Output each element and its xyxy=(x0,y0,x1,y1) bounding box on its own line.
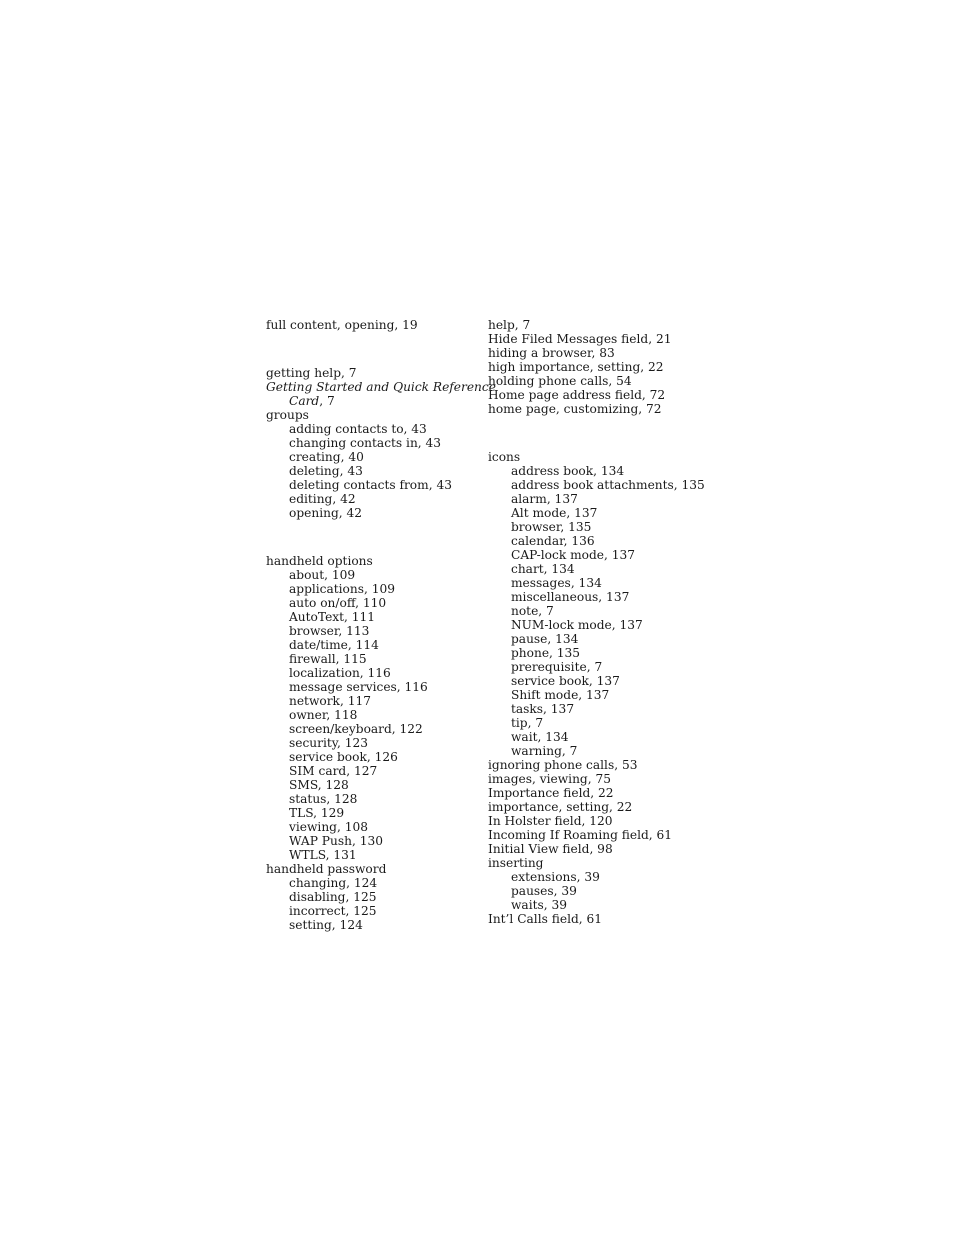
index-subentry: deleting contacts from, 43 xyxy=(289,478,452,492)
index-entry: Home page address field, 72 xyxy=(488,388,666,402)
index-subentry: phone, 135 xyxy=(511,646,581,660)
index-subentry: screen/keyboard, 122 xyxy=(289,722,423,736)
index-entry: ignoring phone calls, 53 xyxy=(488,758,638,772)
index-subentry: service book, 126 xyxy=(289,750,398,764)
index-subentry: address book attachments, 135 xyxy=(511,478,705,492)
index-subentry: owner, 118 xyxy=(289,708,358,722)
index-subentry: Alt mode, 137 xyxy=(511,506,598,520)
index-subentry: applications, 109 xyxy=(289,582,396,596)
index-subentry: creating, 40 xyxy=(289,450,364,464)
index-subentry: NUM-lock mode, 137 xyxy=(511,618,643,632)
index-subentry: TLS, 129 xyxy=(289,806,345,820)
index-entry: full content, opening, 19 xyxy=(266,318,418,332)
index-entry: images, viewing, 75 xyxy=(488,772,611,786)
index-entry-page-ref: , 7 xyxy=(319,394,335,408)
index-subentry: SMS, 128 xyxy=(289,778,349,792)
index-subentry: firewall, 115 xyxy=(289,652,367,666)
index-entry: handheld options xyxy=(266,554,373,568)
index-entry: importance, setting, 22 xyxy=(488,800,633,814)
index-subentry: messages, 134 xyxy=(511,576,602,590)
index-entry-continuation xyxy=(266,394,481,408)
index-subentry: pause, 134 xyxy=(511,632,579,646)
index-subentry: wait, 134 xyxy=(511,730,569,744)
index-subentry: incorrect, 125 xyxy=(289,904,377,918)
index-entry: handheld password xyxy=(266,862,387,876)
index-entry: home page, customizing, 72 xyxy=(488,402,662,416)
index-subentry: auto on/off, 110 xyxy=(289,596,387,610)
index-subentry: deleting, 43 xyxy=(289,464,363,478)
index-subentry: alarm, 137 xyxy=(511,492,578,506)
index-subentry: security, 123 xyxy=(289,736,369,750)
index-subentry: disabling, 125 xyxy=(289,890,377,904)
index-section-gap xyxy=(266,520,481,554)
index-entry: Initial View field, 98 xyxy=(488,842,613,856)
index-subentry: opening, 42 xyxy=(289,506,363,520)
index-subentry: address book, 134 xyxy=(511,464,625,478)
index-section-gap xyxy=(488,416,703,450)
index-subentry: about, 109 xyxy=(289,568,356,582)
index-subentry: Shift mode, 137 xyxy=(511,688,610,702)
index-entry: help, 7 xyxy=(488,318,531,332)
index-subentry: browser, 113 xyxy=(289,624,370,638)
index-subentry: status, 128 xyxy=(289,792,358,806)
index-subentry: date/time, 114 xyxy=(289,638,379,652)
index-subentry: message services, 116 xyxy=(289,680,428,694)
index-subentry: extensions, 39 xyxy=(511,870,600,884)
index-subentry: chart, 134 xyxy=(511,562,575,576)
index-subentry: WTLS, 131 xyxy=(289,848,357,862)
index-entry: Incoming If Roaming field, 61 xyxy=(488,828,673,842)
index-entry: inserting xyxy=(488,856,544,870)
index-subentry: calendar, 136 xyxy=(511,534,595,548)
index-entry: hiding a browser, 83 xyxy=(488,346,615,360)
index-subentry: editing, 42 xyxy=(289,492,356,506)
index-subentry: note, 7 xyxy=(511,604,554,618)
index-entry: holding phone calls, 54 xyxy=(488,374,632,388)
index-entry: groups xyxy=(266,408,309,422)
index-subentry: tip, 7 xyxy=(511,716,544,730)
index-entry: high importance, setting, 22 xyxy=(488,360,664,374)
index-subentry: CAP-lock mode, 137 xyxy=(511,548,636,562)
index-column-right xyxy=(488,318,703,926)
index-subentry: WAP Push, 130 xyxy=(289,834,383,848)
index-entry-title xyxy=(266,380,496,394)
index-entry: Int’l Calls field, 61 xyxy=(488,912,603,926)
index-subentry: pauses, 39 xyxy=(511,884,577,898)
index-entry: Importance field, 22 xyxy=(488,786,614,800)
index-subentry: adding contacts to, 43 xyxy=(289,422,427,436)
index-subentry: waits, 39 xyxy=(511,898,568,912)
index-subentry: warning, 7 xyxy=(511,744,578,758)
index-subentry: AutoText, 111 xyxy=(289,610,376,624)
index-subentry: localization, 116 xyxy=(289,666,391,680)
index-entry-title-text: Card xyxy=(289,394,320,408)
index-subentry: changing, 124 xyxy=(289,876,378,890)
index-column-left xyxy=(266,318,496,932)
index-subentry: service book, 137 xyxy=(511,674,620,688)
index-entry-title-text: Getting Started and Quick Reference xyxy=(266,380,496,394)
index-subentry: changing contacts in, 43 xyxy=(289,436,442,450)
index-subentry: viewing, 108 xyxy=(289,820,368,834)
index-subentry: miscellaneous, 137 xyxy=(511,590,630,604)
index-section-gap xyxy=(266,332,481,366)
index-subentry: network, 117 xyxy=(289,694,371,708)
index-entry: getting help, 7 xyxy=(266,366,357,380)
index-entry: icons xyxy=(488,450,521,464)
index-subentry: browser, 135 xyxy=(511,520,592,534)
index-subentry: prerequisite, 7 xyxy=(511,660,603,674)
index-subentry: SIM card, 127 xyxy=(289,764,378,778)
index-entry: Hide Filed Messages field, 21 xyxy=(488,332,672,346)
index-subentry: tasks, 137 xyxy=(511,702,575,716)
index-subentry: setting, 124 xyxy=(289,918,363,932)
index-entry: In Holster field, 120 xyxy=(488,814,613,828)
